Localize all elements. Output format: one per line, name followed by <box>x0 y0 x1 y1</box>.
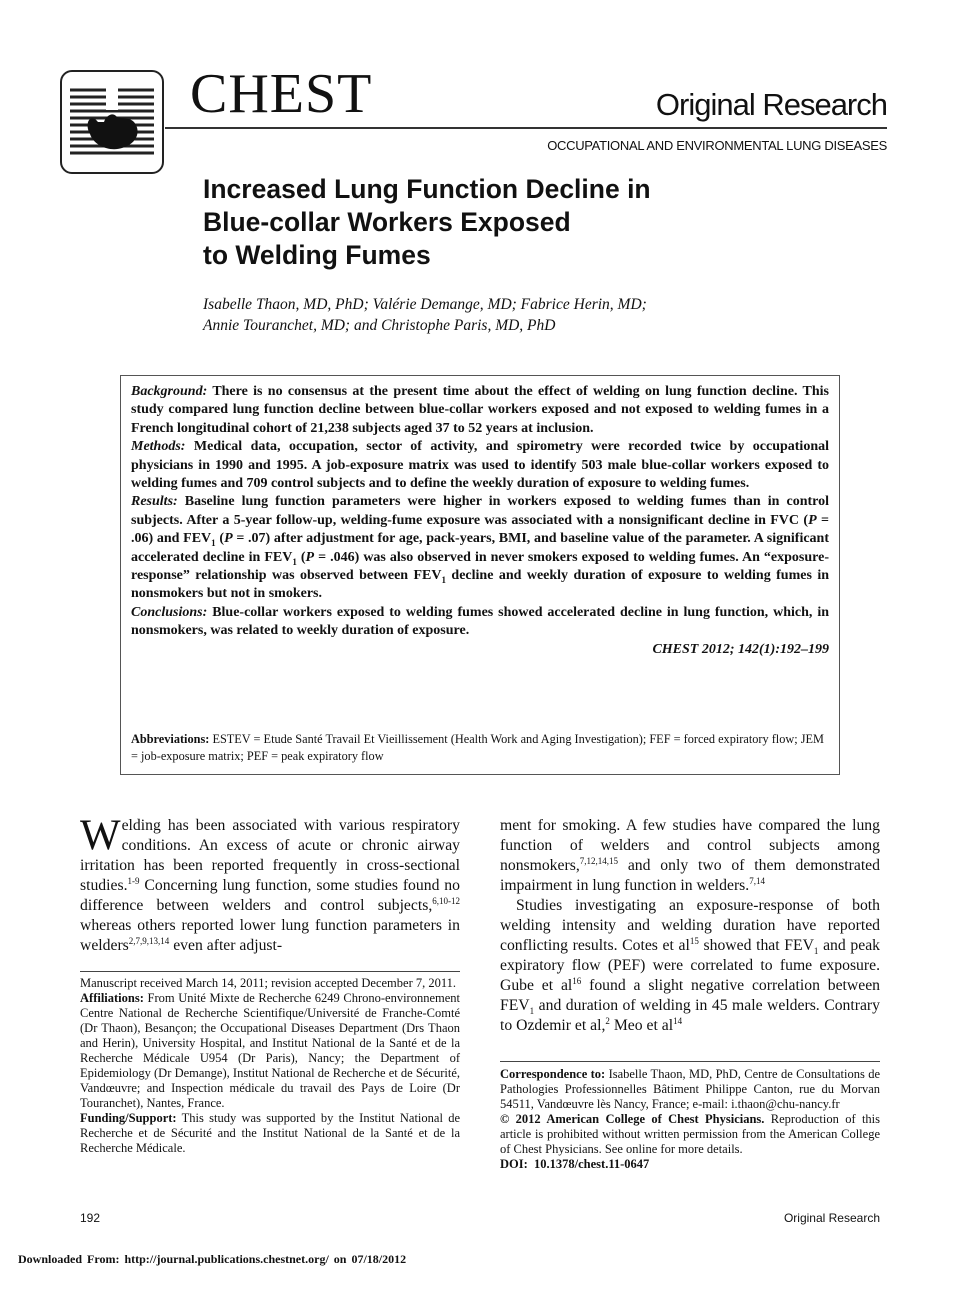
footnotes-right <box>500 1067 880 1172</box>
body-paragraph <box>500 896 880 1036</box>
background-label: Background: <box>131 384 208 399</box>
results-text: Baseline lung function parameters were higher in workers exposed to welding fumes than in control subjects. After a 5-year follow-up, welding-fume exposure was associated with a nonsignificant decline in FVC ( <box>131 494 829 528</box>
abbreviations-label: Abbreviations: <box>131 732 210 746</box>
lungs-logo-icon <box>62 72 162 172</box>
body-text: and duration of welding in 45 male welders. Contrary to Ozdemir et al, <box>500 997 880 1034</box>
results-label: Results: <box>131 494 178 510</box>
reference-superscript[interactable]: 2,7,9,13,14 <box>128 935 170 946</box>
reference-superscript[interactable]: 14 <box>673 1015 683 1026</box>
body-text: and only two of them demonstrated impairment in lung function in welders. <box>500 857 880 894</box>
download-notice: Downloaded From: http://journal.publications.chestnet.org/ on 07/18/2012 <box>18 1252 407 1266</box>
manuscript-dates: Manuscript received March 14, 2011; revision accepted December 7, 2011. <box>80 976 457 990</box>
results-text: decline and weekly duration of exposure to welding fumes in nonsmokers but not in smokers. <box>131 568 829 602</box>
subscript: 1 <box>441 574 446 585</box>
author-line: Isabelle Thaon, MD, PhD; Valérie Demange, MD; Fabrice Herin, MD; <box>203 296 647 313</box>
page-number: 192 <box>80 1211 101 1225</box>
results-text: ( <box>215 531 225 547</box>
abbreviations <box>131 731 829 764</box>
subscript: 1 <box>529 1006 535 1017</box>
doi <box>500 1157 880 1172</box>
drop-cap: W <box>80 812 121 859</box>
p-value-symbol: P <box>224 531 233 547</box>
background-text: There is no consensus at the present time about the effect of welding on lung function decline. This study compared lung function decline between blue-collar workers exposed and not exposed to welding fumes in a French longitudinal cohort of 21,238 subjects aged 37 to 52 years at inclusion. <box>131 384 829 436</box>
abstract <box>131 383 829 659</box>
reference-superscript[interactable]: 1-9 <box>127 875 140 886</box>
body-text: showed that FEV <box>698 937 814 954</box>
header-divider <box>165 127 887 129</box>
p-value-symbol: P <box>808 512 817 528</box>
abstract-results <box>131 493 829 603</box>
results-text: = .06) and FEV <box>131 512 830 547</box>
body-text: Studies investigating an exposure-response of both welding intensity and welding duration have reported conflicting results. Cotes et al <box>500 897 880 954</box>
body-text: and peak expiratory flow (PEF) were correlated to fume exposure. Gube et al <box>500 937 881 994</box>
footnote-divider <box>500 1061 880 1062</box>
subscript: 1 <box>292 556 297 567</box>
results-text: = .046) was also observed in never smokers exposed to welding fumes. An “exposure-response” relationship was observed between FEV <box>131 549 829 584</box>
results-text: ( <box>296 549 306 565</box>
reference-superscript[interactable]: 15 <box>689 935 699 946</box>
body-paragraph <box>80 812 460 956</box>
body-column-right <box>500 816 880 1036</box>
body-text: Meo et al <box>609 1017 674 1034</box>
methods-text: Medical data, occupation, sector of activity, and spirometry were recorded twice by occupational physicians in 1990 and 1995. A job-exposure matrix was used to identify 503 male blue-collar workers exposed to welding fumes and 709 control subjects and to define the weekly duration of exposure to welding fumes. <box>131 439 830 492</box>
author-list <box>203 294 647 336</box>
p-value-symbol: P <box>305 549 315 565</box>
body-text: whereas others reported lower lung function parameters in welders <box>80 917 460 954</box>
conclusions-label: Conclusions: <box>131 604 208 620</box>
author-line: Annie Touranchet, MD; and Christophe Paris, MD, PhD <box>203 317 556 334</box>
abbreviations-text: ESTEV = Etude Santé Travail Et Vieillissement (Health Work and Aging Investigation); FEF = forced expiratory flow; JEM = job-exposure matrix; PEF = peak expiratory flow <box>131 732 824 763</box>
copyright-label: © 2012 American College of Chest Physicians. <box>500 1112 765 1126</box>
correspondence-text: Isabelle Thaon, MD, PhD, Centre de Consultations de Pathologies Professionnelles Bâtiment Philippe Canton, rue du Morvan 54511, Vandœuvre lès Nancy, France; e-mail: i.thaon@chu-nancy.fr <box>500 1067 881 1111</box>
abstract-methods <box>131 438 829 493</box>
reference-superscript[interactable]: 7,14 <box>749 875 765 886</box>
journal-name: CHEST <box>190 63 373 125</box>
body-paragraph <box>500 816 880 896</box>
body-text: even after adjust- <box>169 937 283 954</box>
reference-superscript[interactable]: 2 <box>605 1015 610 1026</box>
abstract-conclusions <box>131 604 829 641</box>
correspondence-label: Correspondence to: <box>500 1067 606 1081</box>
title-line: Blue-collar Workers Exposed <box>203 207 571 237</box>
body-text: elding has been associated with various respiratory conditions. An excess of acute or chronic airway irritation has been reported frequently in cross-sectional studies. <box>80 817 460 894</box>
subscript: 1 <box>813 946 819 957</box>
funding <box>80 1111 460 1156</box>
doi-link[interactable]: 10.1378/chest.11-0647 <box>534 1157 650 1171</box>
conclusions-text: Blue-collar workers exposed to welding fumes showed accelerated decline in lung function, which, in nonsmokers, was related to weekly duration of exposure. <box>131 604 830 639</box>
reference-superscript[interactable]: 6,10-12 <box>432 895 460 906</box>
funding-text: This study was supported by the Institut National de Recherche et de Sécurité and the Institut National de la Santé et de la Recherche Médicale. <box>80 1111 460 1155</box>
reference-superscript[interactable]: 16 <box>572 975 582 986</box>
subscript: 1 <box>211 538 216 549</box>
affiliations-label: Affiliations: <box>80 991 144 1005</box>
journal-logo <box>60 70 164 174</box>
article-type: Original Research <box>655 87 887 122</box>
footnote-divider <box>80 971 460 972</box>
correspondence <box>500 1067 880 1112</box>
article-title <box>203 173 651 272</box>
body-text: ment for smoking. A few studies have compared the lung function of welders and control subjects among nonsmokers, <box>500 817 880 874</box>
title-line: to Welding Fumes <box>203 240 431 270</box>
body-text: Concerning lung function, some studies found no difference between welders and control subjects, <box>80 877 460 914</box>
results-text: = .07) after adjustment for age, pack-years, BMI, and baseline value of the parameter. A significant accelerated decline in FEV <box>131 531 830 565</box>
funding-label: Funding/Support: <box>80 1111 177 1125</box>
abstract-background <box>131 383 829 438</box>
doi-label: DOI: <box>500 1157 528 1171</box>
copyright-text: Reproduction of this article is prohibited without written permission from the American College of Chest Physicians. See online for more details. <box>500 1112 881 1156</box>
footer-label: Original Research <box>783 1211 880 1225</box>
footnotes-left <box>80 976 460 1156</box>
copyright <box>500 1112 880 1157</box>
body-text: found a slight negative correlation between FEV <box>500 977 881 1014</box>
reference-superscript[interactable]: 7,12,14,15 <box>579 855 618 866</box>
title-line: Increased Lung Function Decline in <box>203 174 651 204</box>
body-column-left <box>80 812 460 956</box>
methods-label: Methods: <box>131 439 186 455</box>
affiliations-text: From Unité Mixte de Recherche 6249 Chrono-environnement Centre National de Recherche Scientifique/Université de Franche-Comté (Dr Thaon), Besançon; the Occupational Diseases Department (Drs Thaon and Herin), University Hospital, and Institut National de la Santé et de la Recherche Médicale U954 (Dr Paris), Nancy; the Department of Epidemiology (Dr Demange), Institut National de Recherche et de Sécurité, Vandœuvre; and Inspection médicale du travail des Pays de Loire (Dr Touranchet), Nantes, France. <box>80 991 460 1110</box>
affiliations <box>80 991 460 1111</box>
citation: CHEST 2012; 142(1):192–199 <box>652 641 829 657</box>
section-label: OCCUPATIONAL AND ENVIRONMENTAL LUNG DISEASES <box>547 138 887 153</box>
